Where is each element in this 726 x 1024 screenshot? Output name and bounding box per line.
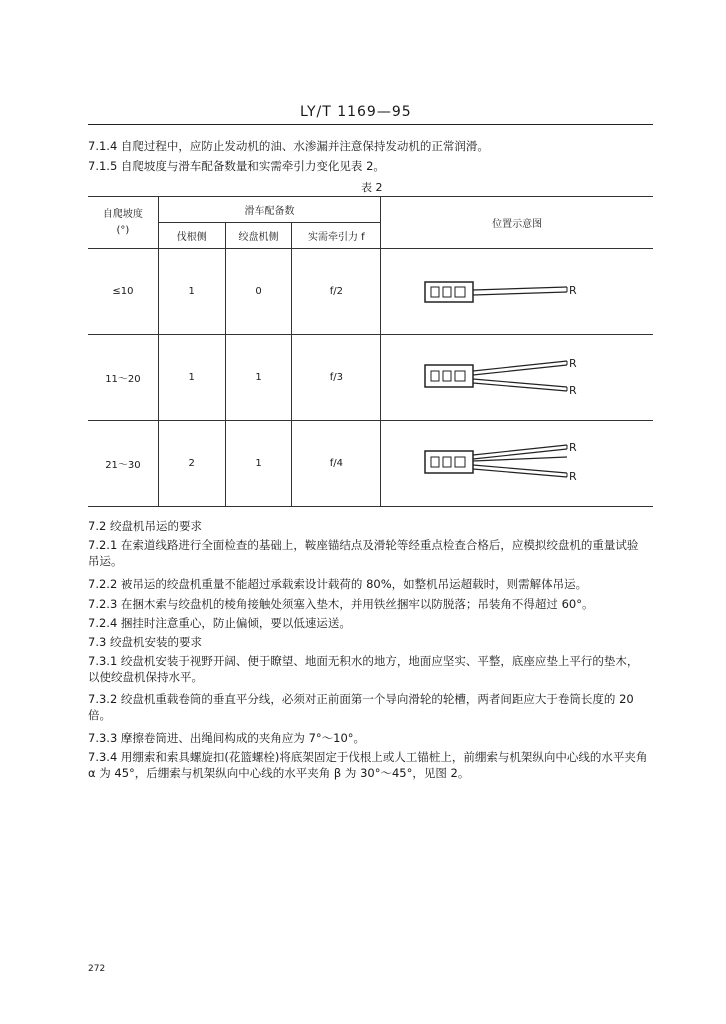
header-pulley-group: 滑车配备数	[158, 197, 380, 223]
clause-7-2-2: 7.2.2 被吊运的绞盘机重量不能超过承载索设计载荷的 80%，如整机吊运超载时，则需解体吊运。	[88, 577, 588, 591]
cell-winch: 0	[225, 249, 292, 335]
cell-winch: 1	[225, 335, 292, 421]
svg-text:R: R	[569, 441, 577, 454]
clause-7-1-5: 7.1.5 自爬坡度与滑车配备数量和实需牵引力变化见表 2。	[88, 159, 385, 173]
standard-header: LY/T 1169—95	[300, 104, 412, 120]
svg-text:R: R	[569, 284, 577, 297]
clause-7-2-4: 7.2.4 捆挂时注意重心，防止偏倾，要以低速运送。	[88, 616, 351, 630]
cell-stump: 1	[158, 335, 225, 421]
table-2	[88, 196, 653, 507]
heading-7-2: 7.2 绞盘机吊运的要求	[88, 519, 202, 533]
cell-slope: 11～20	[88, 335, 158, 421]
table-row	[88, 249, 653, 335]
header-rule	[88, 124, 653, 125]
clause-7-2-3: 7.2.3 在捆木索与绞盘机的棱角接触处须塞入垫木，并用铁丝捆牢以防脱落；吊装角不得超过 60°。	[88, 597, 594, 611]
table-caption: 表 2	[361, 181, 383, 194]
svg-text:R: R	[569, 384, 577, 397]
clause-7-3-2: 7.3.2 绞盘机重载卷筒的垂直平分线，必须对正前面第一个导向滑轮的轮槽，两者间距应大于卷筒长度的 20 倍。	[88, 692, 634, 722]
clause-7-3-1: 7.3.1 绞盘机安装于视野开阔、便于瞭望、地面无积水的地方，地面应坚实、平整，底座应垫上平行的垫木，以使绞盘机保持水平。	[88, 654, 639, 684]
cell-force: f/2	[292, 249, 381, 335]
clause-7-3-4: 7.3.4 用绷索和索具螺旋扣(花篮螺栓)将底架固定于伐根上或人工锚桩上，前绷索与机架纵向中心线的水平夹角 α 为 45°，后绷索与机架纵向中心线的水平夹角 β 为 30°～45°，见图 2。	[88, 750, 648, 780]
pulley-diagram-2	[417, 351, 617, 401]
cell-stump: 2	[158, 421, 225, 507]
cell-force: f/4	[292, 421, 381, 507]
cell-diagram	[381, 421, 653, 507]
cell-diagram	[381, 249, 653, 335]
pulley-diagram-1	[417, 270, 617, 310]
clause-7-2-1: 7.2.1 在索道线路进行全面检查的基础上，鞍座锚结点及滑轮等经重点检查合格后，应模拟绞盘机的重量试验吊运。	[88, 538, 639, 568]
heading-7-3: 7.3 绞盘机安装的要求	[88, 635, 202, 649]
svg-text:R: R	[569, 470, 577, 483]
table-row	[88, 421, 653, 507]
pulley-diagram-3	[417, 437, 617, 487]
cell-winch: 1	[225, 421, 292, 507]
header-diagram: 位置示意图	[381, 197, 653, 249]
cell-force: f/3	[292, 335, 381, 421]
header-winch: 绞盘机侧	[225, 223, 292, 249]
clause-7-1-4: 7.1.4 自爬过程中，应防止发动机的油、水渗漏并注意保持发动机的正常润滑。	[88, 139, 489, 153]
clause-7-3-3: 7.3.3 摩擦卷筒进、出绳间构成的夹角应为 7°～10°。	[88, 731, 366, 745]
cell-slope: ≤10	[88, 249, 158, 335]
header-slope: 自爬坡度 (°)	[88, 197, 158, 249]
cell-stump: 1	[158, 249, 225, 335]
cell-slope: 21～30	[88, 421, 158, 507]
header-stump: 伐根侧	[158, 223, 225, 249]
svg-text:R: R	[569, 357, 577, 370]
page-number: 272	[88, 964, 106, 974]
cell-diagram	[381, 335, 653, 421]
table-row	[88, 335, 653, 421]
header-force: 实需牵引力 f	[292, 223, 381, 249]
